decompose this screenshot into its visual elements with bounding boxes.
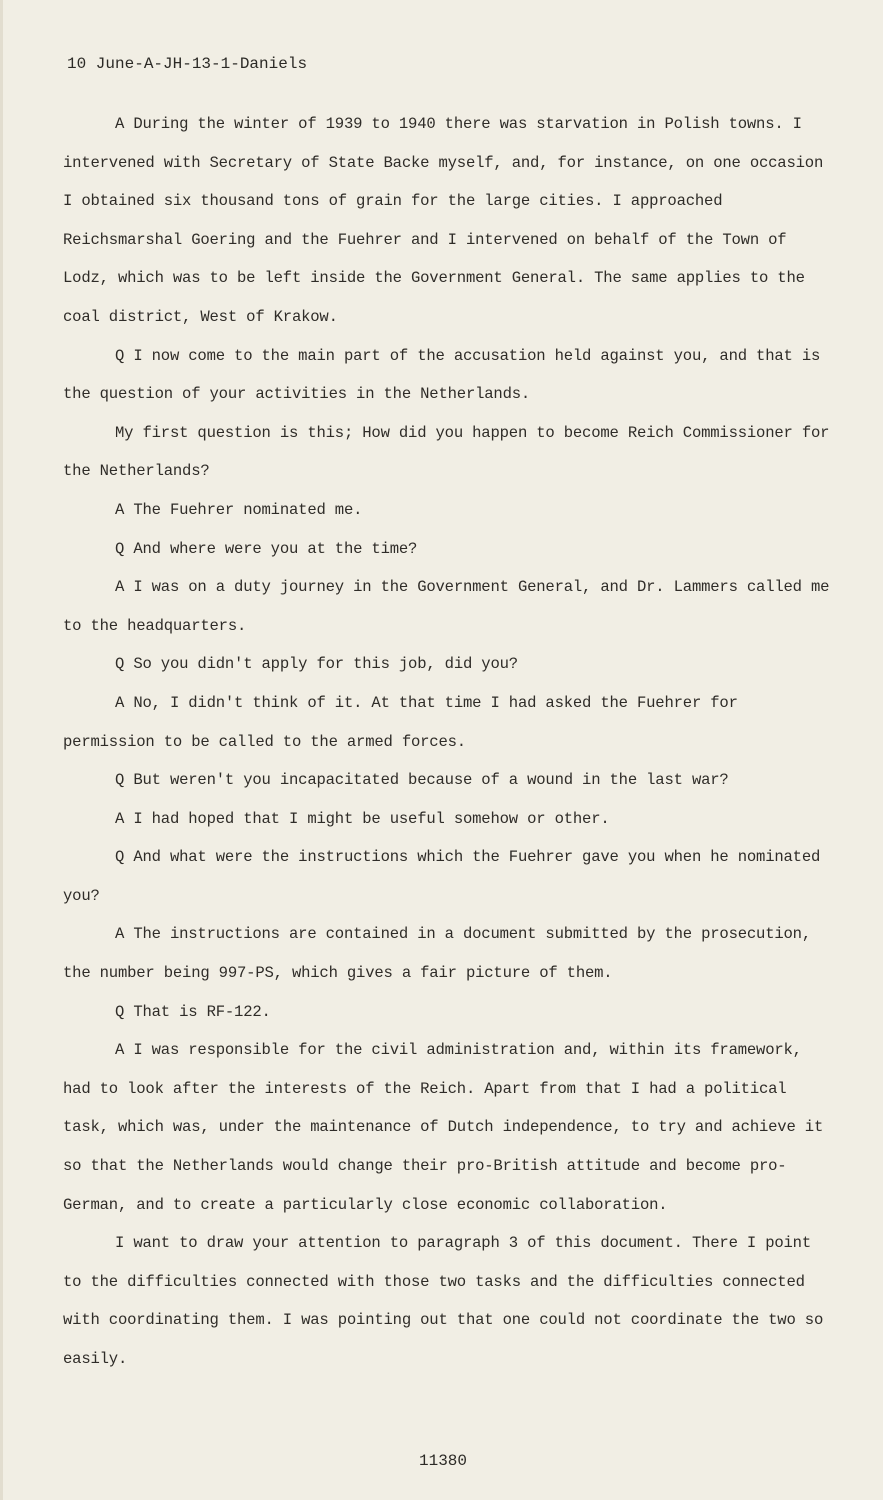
page-header: 10 June-A-JH-13-1-Daniels bbox=[67, 55, 308, 73]
paragraph: A I was on a duty journey in the Government General, and Dr. Lammers called me to the headquarters. bbox=[63, 578, 830, 635]
paragraph: Q And what were the instructions which the Fuehrer gave you when he nominated you? bbox=[63, 848, 821, 905]
paragraph: Q So you didn't apply for this job, did you? bbox=[115, 655, 518, 674]
paragraph: A The instructions are contained in a document submitted by the prosecution, the number being 997-PS, which gives a fair picture of them. bbox=[63, 925, 811, 983]
paragraph: A No, I didn't think of it. At that time I had asked the Fuehrer for permission to be called to the armed forces. bbox=[63, 693, 738, 751]
paragraph: Q I now come to the main part of the accusation held against you, and that is the question of your activities in the Netherlands. bbox=[63, 346, 821, 404]
paragraph: I want to draw your attention to paragraph 3 of this document. There I point to the difficulties connected with those two tasks and the difficulties connected with coordinating them. I was pointing out that one could not coordinate the two so easily. bbox=[63, 1234, 824, 1368]
paragraph: A I was responsible for the civil administration and, within its framework, had to look after the interests of the Reich. Apart from that I had a political task, which was, under the maintenance of Dutch independence, to try and achieve it so that the Netherlands would change their pro-British attitude and become pro-German, and to create a particularly close economic collaboration. bbox=[63, 1041, 824, 1214]
transcript-body bbox=[63, 105, 833, 1379]
paragraph: My first question is this; How did you happen to become Reich Commissioner for the Netherlands? bbox=[63, 423, 830, 481]
page-number: 11380 bbox=[418, 1452, 467, 1470]
paragraph: A During the winter of 1939 to 1940 there was starvation in Polish towns. I intervened with Secretary of State Backe myself, and, for instance, on one occasion I obtained six thousand tons of grain for the large cities. I approached Reichsmarshal Goering and the Fuehrer and I intervened on behalf of the Town of Lodz, which was to be left inside the Government General. The same applies to the coal district, West of Krakow. bbox=[63, 115, 824, 326]
paragraph: A The Fuehrer nominated me. bbox=[115, 500, 363, 519]
paragraph: A I had hoped that I might be useful somehow or other. bbox=[115, 809, 610, 828]
paragraph: Q But weren't you incapacitated because of a wound in the last war? bbox=[115, 771, 729, 790]
paragraph: Q That is RF-122. bbox=[115, 1002, 271, 1021]
paragraph: Q And where were you at the time? bbox=[115, 539, 418, 558]
